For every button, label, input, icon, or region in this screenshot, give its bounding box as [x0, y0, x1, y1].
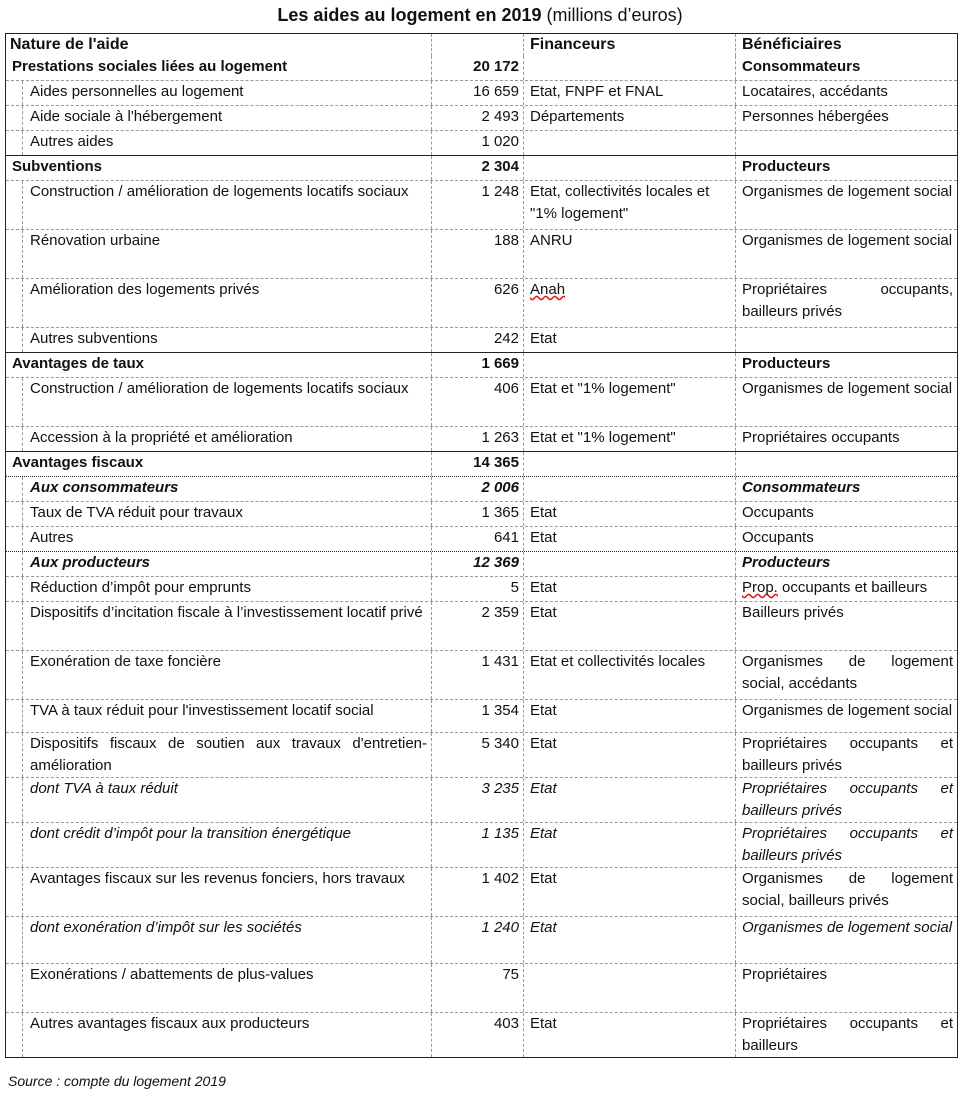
cell-nature: Taux de TVA réduit pour travaux	[30, 504, 243, 521]
cell-nature: Aux consommateurs	[30, 479, 179, 496]
cell-montant: 406	[431, 378, 523, 426]
cell-montant: 188	[431, 230, 523, 278]
cell-nature: Aux producteurs	[30, 554, 151, 571]
cell-nature: Construction / amélioration de logements locatifs sociaux	[30, 183, 409, 200]
cell-beneficiaires: Occupants	[735, 527, 957, 551]
subsection-row	[6, 551, 957, 576]
table-row	[6, 426, 957, 451]
title-main: Les aides au logement en 2019	[277, 5, 542, 25]
cell-nature: Subventions	[12, 158, 103, 175]
cell-beneficiaires: Consommateurs	[735, 477, 957, 501]
cell-financeurs: ANRU	[523, 230, 735, 278]
cell-nature: Avantages fiscaux	[12, 454, 144, 471]
header-nature: Nature de l'aide	[10, 36, 129, 53]
section-row	[6, 155, 957, 180]
title-unit: (millions d’euros)	[541, 5, 683, 25]
cell-nature: Aide sociale à l'hébergement	[30, 108, 223, 125]
cell-montant: 1 240	[431, 917, 523, 963]
cell-beneficiaires	[735, 328, 957, 352]
cell-nature: Autres	[30, 529, 74, 546]
cell-financeurs	[523, 156, 735, 180]
table-row	[6, 777, 957, 822]
section-row	[6, 352, 957, 377]
cell-financeurs	[523, 552, 735, 576]
cell-beneficiaires: Organismes de logement social	[735, 230, 957, 278]
cell-financeurs	[523, 131, 735, 155]
section-row	[6, 451, 957, 476]
cell-financeurs: Etat	[523, 733, 735, 777]
cell-beneficiaires: Propriétaires occupants	[735, 427, 957, 451]
cell-montant: 2 493	[431, 106, 523, 130]
cell-financeurs: Etat	[523, 1013, 735, 1057]
table-row	[6, 105, 957, 130]
cell-financeurs	[523, 353, 735, 377]
cell-montant: 1 354	[431, 700, 523, 732]
spellcheck-underline: Anah	[530, 281, 566, 298]
cell-nature: dont TVA à taux réduit	[30, 780, 178, 797]
table-row	[6, 699, 957, 732]
cell-montant: 14 365	[431, 452, 523, 476]
cell-nature: Prestations sociales liées au logement	[12, 58, 288, 75]
cell-montant: 20 172	[431, 56, 523, 80]
cell-nature: TVA à taux réduit pour l'investissement locatif social	[30, 702, 374, 719]
cell-beneficiaires: Propriétaires occupants et bailleurs	[735, 1013, 957, 1057]
cell-beneficiaires: Propriétaires occupants, bailleurs privés	[735, 279, 957, 327]
cell-financeurs: Etat et collectivités locales	[523, 651, 735, 699]
cell-montant: 1 263	[431, 427, 523, 451]
cell-financeurs: Etat et "1% logement"	[523, 378, 735, 426]
cell-beneficiaires: Organismes de logement social, bailleurs privés	[735, 868, 957, 916]
section-row	[6, 56, 957, 80]
table-header	[6, 34, 957, 56]
cell-financeurs: Etat	[523, 823, 735, 867]
cell-beneficiaires: Bailleurs privés	[735, 602, 957, 650]
spellcheck-underline: Prop.	[742, 579, 778, 596]
table-row	[6, 650, 957, 699]
cell-montant: 1 248	[431, 181, 523, 229]
cell-financeurs	[523, 964, 735, 1012]
cell-montant: 1 402	[431, 868, 523, 916]
cell-nature: Autres avantages fiscaux aux producteurs	[30, 1015, 310, 1032]
cell-montant: 12 369	[431, 552, 523, 576]
cell-montant: 2 304	[431, 156, 523, 180]
cell-financeurs: Etat, collectivités locales et "1% logement"	[523, 181, 735, 229]
table-row	[6, 576, 957, 601]
cell-montant: 2 006	[431, 477, 523, 501]
cell-financeurs: Etat	[523, 700, 735, 732]
table-row	[6, 732, 957, 777]
cell-nature: Construction / amélioration de logements locatifs sociaux	[30, 380, 409, 397]
cell-montant: 1 365	[431, 502, 523, 526]
cell-financeurs	[523, 56, 735, 80]
cell-financeurs: Etat	[523, 868, 735, 916]
subsection-row	[6, 476, 957, 501]
cell-financeurs: Etat et "1% logement"	[523, 427, 735, 451]
cell-montant: 2 359	[431, 602, 523, 650]
table-row	[6, 822, 957, 867]
cell-montant: 1 020	[431, 131, 523, 155]
cell-beneficiaires	[735, 131, 957, 155]
cell-nature: Exonération de taxe foncière	[30, 653, 221, 670]
table-row	[6, 526, 957, 551]
cell-beneficiaires: Organismes de logement social	[735, 917, 957, 963]
table-row	[6, 377, 957, 426]
cell-montant: 16 659	[431, 81, 523, 105]
cell-nature: Aides personnelles au logement	[30, 83, 244, 100]
cell-beneficiaires: Personnes hébergées	[735, 106, 957, 130]
cell-montant: 1 431	[431, 651, 523, 699]
table-row	[6, 130, 957, 155]
cell-beneficiaires: Propriétaires occupants et bailleurs privés	[735, 823, 957, 867]
table-row	[6, 963, 957, 1012]
cell-beneficiaires: Producteurs	[735, 552, 957, 576]
cell-nature: Réduction d’impôt pour emprunts	[30, 579, 251, 596]
cell-financeurs: Etat	[523, 502, 735, 526]
aides-table	[5, 33, 958, 1058]
cell-financeurs: Etat, FNPF et FNAL	[523, 81, 735, 105]
cell-beneficiaires: Propriétaires occupants et bailleurs privés	[735, 778, 957, 822]
cell-financeurs: Etat	[523, 917, 735, 963]
table-row	[6, 229, 957, 278]
cell-financeurs: Etat	[523, 778, 735, 822]
cell-montant: 403	[431, 1013, 523, 1057]
cell-nature: Dispositifs fiscaux de soutien aux travaux d'entretien-amélioration	[30, 735, 427, 774]
header-financeurs: Financeurs	[523, 34, 735, 56]
cell-nature: Accession à la propriété et amélioration	[30, 429, 293, 446]
cell-nature: dont crédit d’impôt pour la transition énergétique	[30, 825, 352, 842]
cell-beneficiaires: Producteurs	[735, 156, 957, 180]
cell-beneficiaires: Organismes de logement social	[735, 378, 957, 426]
cell-beneficiaires: Locataires, accédants	[735, 81, 957, 105]
cell-text: Prop. occupants et bailleurs	[742, 579, 928, 596]
cell-montant: 641	[431, 527, 523, 551]
cell-nature: Autres subventions	[30, 330, 158, 347]
table-row	[6, 1012, 957, 1057]
cell-beneficiaires: Organismes de logement social	[735, 700, 957, 732]
cell-financeurs: Etat	[523, 328, 735, 352]
cell-financeurs	[523, 477, 735, 501]
cell-beneficiaires: Organismes de logement social, accédants	[735, 651, 957, 699]
cell-montant: 5	[431, 577, 523, 601]
cell-financeurs: Etat	[523, 602, 735, 650]
cell-nature: Avantages fiscaux sur les revenus fonciers, hors travaux	[30, 870, 405, 887]
cell-financeurs	[523, 452, 735, 476]
cell-beneficiaires: Organismes de logement social	[735, 181, 957, 229]
cell-nature: Avantages de taux	[12, 355, 144, 372]
table-row	[6, 278, 957, 327]
cell-nature: Amélioration des logements privés	[30, 281, 260, 298]
table-row	[6, 601, 957, 650]
table-row	[6, 867, 957, 916]
cell-beneficiaires: Consommateurs	[735, 56, 957, 80]
header-montant	[431, 34, 523, 56]
cell-beneficiaires	[735, 577, 957, 601]
cell-montant: 5 340	[431, 733, 523, 777]
cell-beneficiaires: Occupants	[735, 502, 957, 526]
cell-financeurs: Etat	[523, 527, 735, 551]
page-title	[0, 5, 960, 26]
cell-financeurs: Etat	[523, 577, 735, 601]
table-row	[6, 327, 957, 352]
cell-montant: 626	[431, 279, 523, 327]
cell-financeurs	[523, 279, 735, 327]
table-row	[6, 501, 957, 526]
cell-beneficiaires	[735, 452, 957, 476]
cell-nature: Exonérations / abattements de plus-values	[30, 966, 314, 983]
cell-beneficiaires: Propriétaires occupants et bailleurs privés	[735, 733, 957, 777]
table-row	[6, 180, 957, 229]
cell-montant: 242	[431, 328, 523, 352]
table-body	[6, 56, 957, 1057]
cell-beneficiaires: Producteurs	[735, 353, 957, 377]
header-beneficiaires: Bénéficiaires	[735, 34, 957, 56]
cell-montant: 75	[431, 964, 523, 1012]
cell-montant: 1 135	[431, 823, 523, 867]
cell-nature: Autres aides	[30, 133, 114, 150]
cell-nature: Dispositifs d’incitation fiscale à l’investissement locatif privé	[30, 604, 423, 621]
table-row	[6, 80, 957, 105]
cell-beneficiaires: Propriétaires	[735, 964, 957, 1012]
table-row	[6, 916, 957, 963]
cell-montant: 1 669	[431, 353, 523, 377]
source-note: Source : compte du logement 2019	[8, 1073, 226, 1089]
cell-nature: dont exonération d’impôt sur les sociétés	[30, 919, 302, 936]
cell-financeurs: Départements	[523, 106, 735, 130]
cell-nature: Rénovation urbaine	[30, 232, 161, 249]
cell-montant: 3 235	[431, 778, 523, 822]
